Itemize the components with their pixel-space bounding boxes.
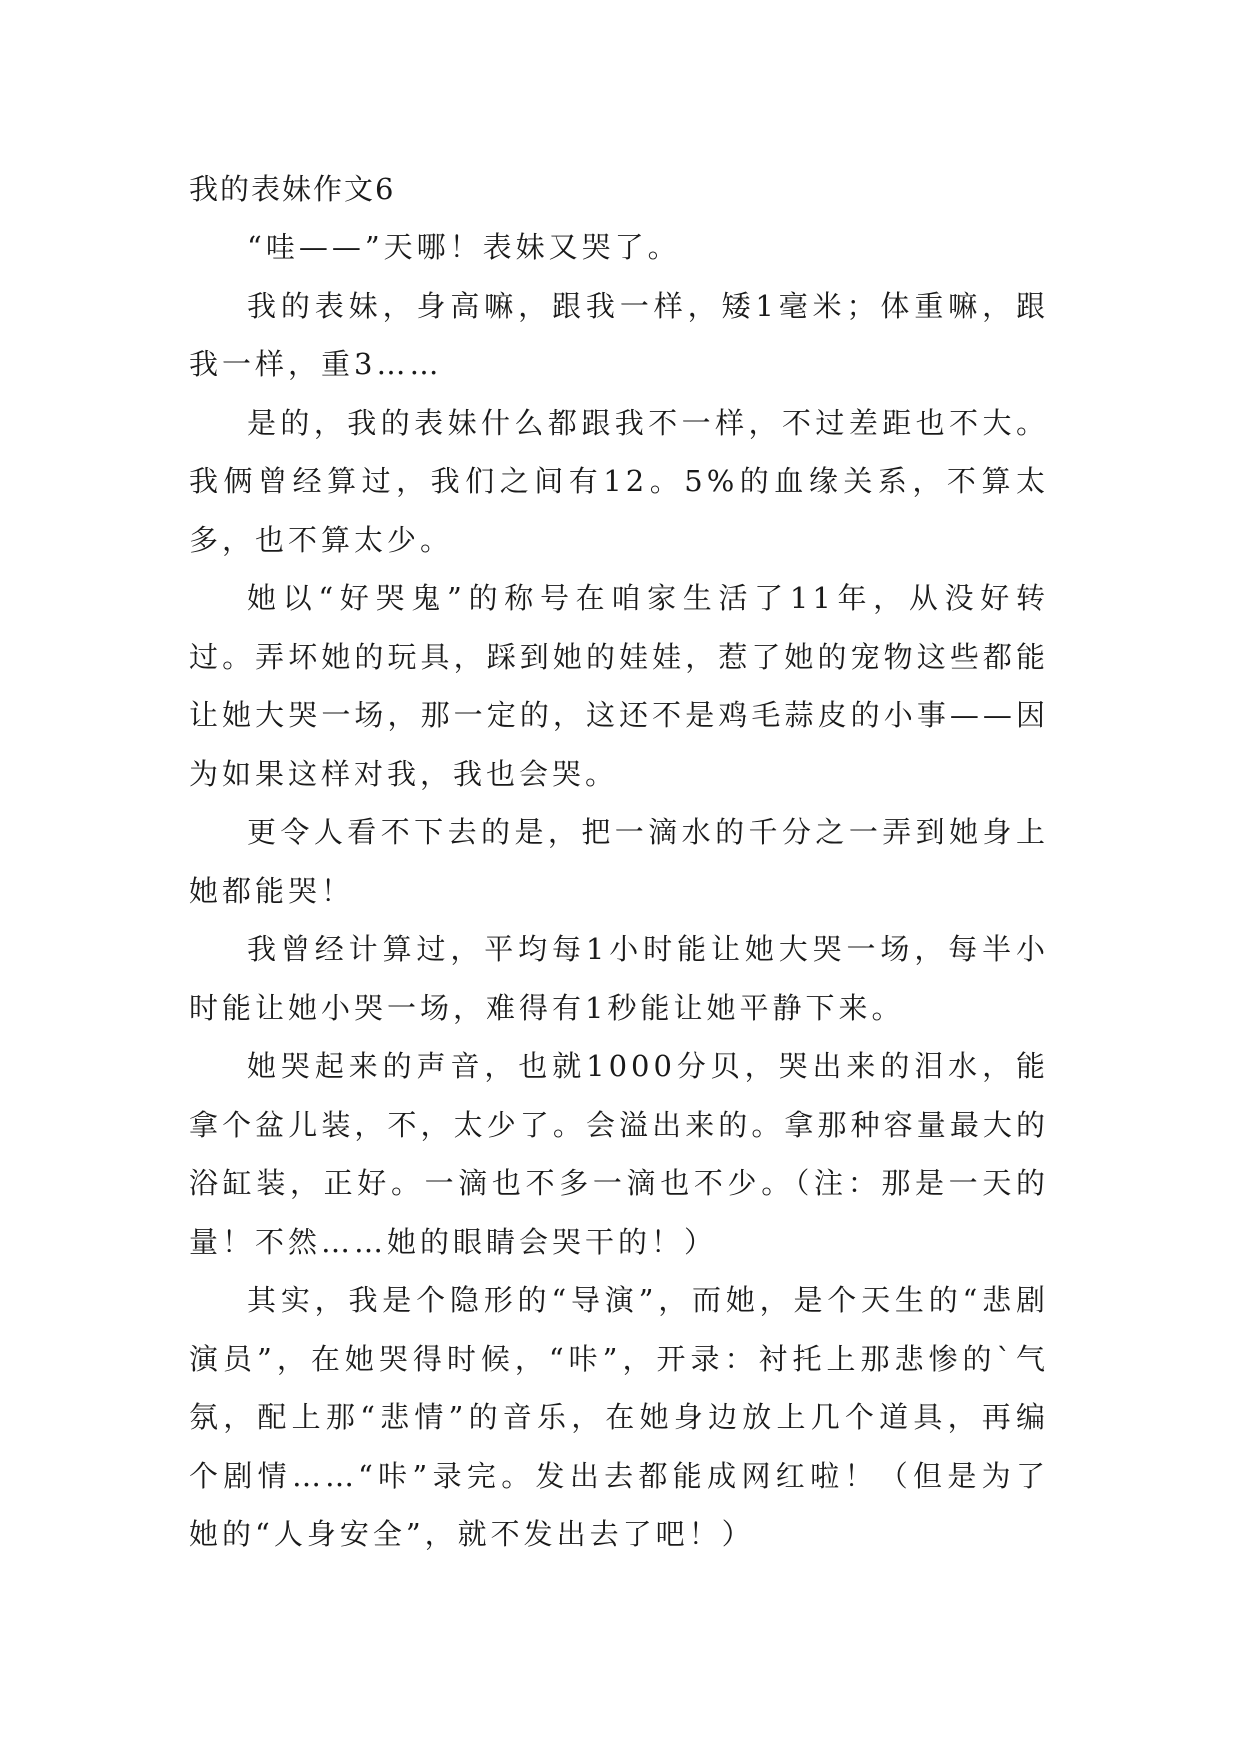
paragraph-1: “哇——”天哪！表妹又哭了。: [247, 230, 681, 264]
paragraph-8: 其实，我是个隐形的“导演”，而她，是个天生的“悲剧演员”，在她哭得时候，“咔”，开录：衬托上那悲惨的`气氛，配上那“悲情”的音乐，在她身边放上几个道具，再编个剧情……“咔”录完。发出去都能成网红啦！（但是为了她的“人身安全”，就不发出去了吧！）: [189, 1283, 1049, 1551]
paragraph-7: 她哭起来的声音，也就1000分贝，哭出来的泪水，能拿个盆儿装，不，太少了。会溢出来的。拿那种容量最大的浴缸装，正好。一滴也不多一滴也不少。（注：那是一天的量！不然……她的眼睛会哭干的！）: [189, 1049, 1049, 1259]
document-page: [189, 160, 1049, 1564]
paragraph-4: 她以“好哭鬼”的称号在咱家生活了11年，从没好转过。弄坏她的玩具，踩到她的娃娃，惹了她的宠物这些都能让她大哭一场，那一定的，这还不是鸡毛蒜皮的小事——因为如果这样对我，我也会哭。: [189, 581, 1049, 791]
paragraph-6: 我曾经计算过，平均每1小时能让她大哭一场，每半小时能让她小哭一场，难得有1秒能让她平静下来。: [189, 932, 1049, 1025]
paragraph-3: 是的，我的表妹什么都跟我不一样，不过差距也不大。我俩曾经算过，我们之间有12。5%的血缘关系，不算太多，也不算太少。: [189, 405, 1049, 557]
paragraph-2: 我的表妹，身高嘛，跟我一样，矮1毫米；体重嘛，跟我一样，重3……: [189, 288, 1049, 381]
paragraph-5: 更令人看不下去的是，把一滴水的千分之一弄到她身上她都能哭！: [189, 815, 1049, 908]
document-title: 我的表妹作文6: [189, 172, 396, 206]
